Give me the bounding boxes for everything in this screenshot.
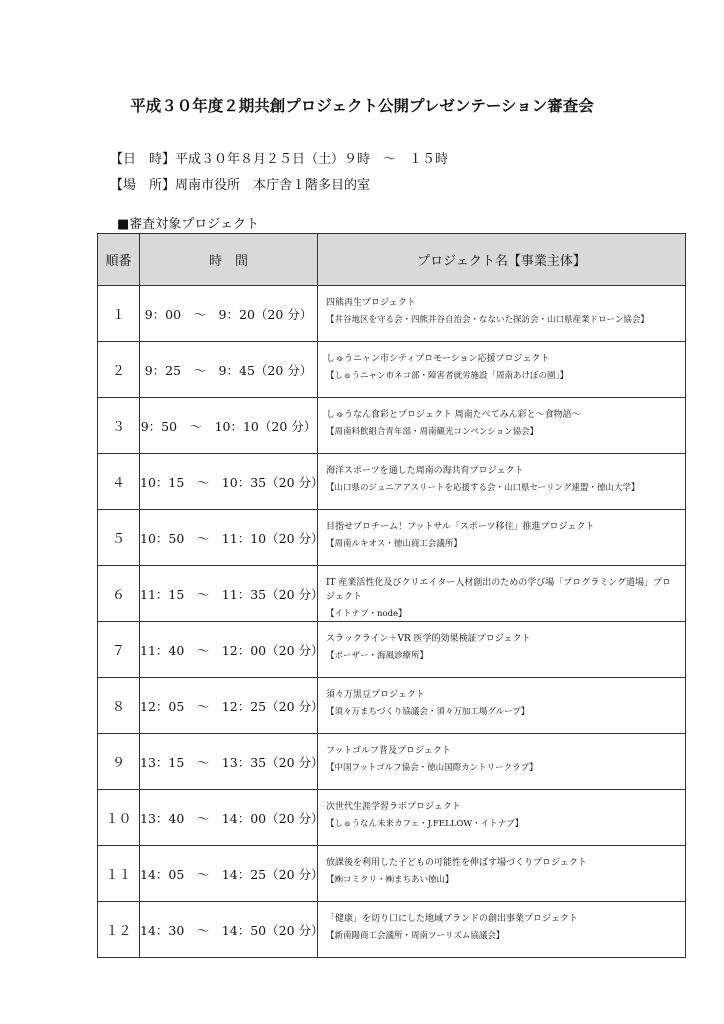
project-organizers: 【㈱コミクリ・㈱まちあい徳山】 bbox=[326, 875, 454, 885]
project-name: 四熊再生プロジェクト bbox=[326, 298, 416, 308]
row-project bbox=[318, 398, 686, 454]
table-row bbox=[98, 846, 686, 902]
project-name: 目指せプロチーム！フットサル「スポーツ移住」推進プロジェクト bbox=[326, 522, 595, 532]
table-row bbox=[98, 566, 686, 622]
row-order: ３ bbox=[98, 398, 140, 454]
header-time: 時 間 bbox=[140, 234, 318, 286]
project-name: しゅうニャン市シティプロモーション応援プロジェクト bbox=[326, 354, 550, 364]
row-project bbox=[318, 510, 686, 566]
row-project bbox=[318, 678, 686, 734]
row-order: ７ bbox=[98, 622, 140, 678]
table-row bbox=[98, 622, 686, 678]
project-organizers: 【須々万まちづくり協議会・須々万加工場グループ】 bbox=[326, 707, 530, 717]
section-heading: ■審査対象プロジェクト bbox=[117, 217, 260, 232]
row-order: ８ bbox=[98, 678, 140, 734]
row-project bbox=[318, 454, 686, 510]
project-organizers: 【周南料飲組合青年部・周南観光コンベンション協会】 bbox=[326, 427, 539, 437]
row-order: １２ bbox=[98, 902, 140, 958]
row-project bbox=[318, 566, 686, 622]
row-time: 13：40 ～ 14：00（20 分） bbox=[140, 790, 318, 846]
row-time: 13：15 ～ 13：35（20 分） bbox=[140, 734, 318, 790]
project-name: 須々万黒豆プロジェクト bbox=[326, 690, 425, 700]
row-order: ６ bbox=[98, 566, 140, 622]
row-order: １０ bbox=[98, 790, 140, 846]
table-row bbox=[98, 510, 686, 566]
row-time: 14：05 ～ 14：25（20 分） bbox=[140, 846, 318, 902]
row-order: ９ bbox=[98, 734, 140, 790]
project-organizers: 【しゅうニャン市ネコ部・障害者就労施設「周南あけぼの園」】 bbox=[326, 371, 569, 381]
project-organizers: 【ボーザー・海風診療所】 bbox=[326, 651, 429, 661]
table-row bbox=[98, 398, 686, 454]
table-row bbox=[98, 902, 686, 958]
table-header-row bbox=[98, 234, 686, 286]
project-name: IT 産業活性化及びクリエイター人材創出のための学び場「プログラミング道場」プロジェクト bbox=[326, 578, 672, 602]
project-organizers: 【中国フットゴルフ協会・徳山国際カントリークラブ】 bbox=[326, 763, 538, 773]
row-project bbox=[318, 622, 686, 678]
row-time: 12：05 ～ 12：25（20 分） bbox=[140, 678, 318, 734]
row-project bbox=[318, 286, 686, 342]
project-name: 海洋スポーツを通した周南の海共育プロジェクト bbox=[326, 466, 524, 476]
row-project bbox=[318, 790, 686, 846]
project-organizers: 【山口県のジュニアアスリートを応援する会・山口県セーリング連盟・徳山大学】 bbox=[326, 483, 640, 493]
table-row bbox=[98, 734, 686, 790]
header-project: プロジェクト名【事業主体】 bbox=[318, 234, 686, 286]
project-name: フットゴルフ普及プロジェクト bbox=[326, 746, 451, 756]
row-order: １１ bbox=[98, 846, 140, 902]
project-name: 「健康」を切り口にした地域ブランドの創出事業プロジェクト bbox=[326, 914, 578, 924]
row-time: 11：40 ～ 12：00（20 分） bbox=[140, 622, 318, 678]
project-name: 次世代生涯学習ラボプロジェクト bbox=[326, 802, 461, 812]
table-row bbox=[98, 790, 686, 846]
row-project bbox=[318, 342, 686, 398]
document-title: 平成３０年度２期共創プロジェクト公開プレゼンテーション審査会 bbox=[130, 96, 594, 115]
row-project bbox=[318, 902, 686, 958]
schedule-table bbox=[97, 233, 686, 958]
project-organizers: 【イトナブ・node】 bbox=[326, 609, 407, 619]
row-time: 10：50 ～ 11：10（20 分） bbox=[140, 510, 318, 566]
table-row bbox=[98, 678, 686, 734]
project-name: 放課後を利用した子どもの可能性を伸ばす場づくりプロジェクト bbox=[326, 858, 587, 868]
table-row bbox=[98, 454, 686, 510]
row-project bbox=[318, 734, 686, 790]
header-order: 順番 bbox=[98, 234, 140, 286]
table-row bbox=[98, 286, 686, 342]
row-time: 9：00 ～ 9：20（20 分） bbox=[140, 286, 318, 342]
row-time: 14：30 ～ 14：50（20 分） bbox=[140, 902, 318, 958]
row-order: ２ bbox=[98, 342, 140, 398]
row-time: 9：25 ～ 9：45（20 分） bbox=[140, 342, 318, 398]
row-time: 11：15 ～ 11：35（20 分） bbox=[140, 566, 318, 622]
project-organizers: 【周南ルキオス・徳山商工会議所】 bbox=[326, 539, 462, 549]
project-name: スラックライン＋VR 医学的効果検証プロジェクト bbox=[326, 634, 531, 644]
project-organizers: 【しゅうなん未来カフェ・J.FELLOW・イトナブ】 bbox=[326, 819, 524, 829]
row-project bbox=[318, 846, 686, 902]
row-time: 9：50 ～ 10：10（20 分） bbox=[140, 398, 318, 454]
row-order: ５ bbox=[98, 510, 140, 566]
date-line: 【日 時】平成３０年８月２５日（土）９時 ～ １５時 bbox=[110, 152, 449, 167]
row-order: ４ bbox=[98, 454, 140, 510]
place-line: 【場 所】周南市役所 本庁舎１階多目的室 bbox=[110, 178, 371, 193]
row-order: １ bbox=[98, 286, 140, 342]
project-organizers: 【新南陽商工会議所・周南ツーリズム協議会】 bbox=[326, 931, 505, 941]
project-organizers: 【井谷地区を守る会・四熊井谷自治会・なないた探訪会・山口県産業ドローン協会】 bbox=[326, 315, 649, 325]
table-row bbox=[98, 342, 686, 398]
row-time: 10：15 ～ 10：35（20 分） bbox=[140, 454, 318, 510]
project-name: しゅうなん食彩とプロジェクト 周南たべてみん彩と～食物語～ bbox=[326, 410, 581, 420]
